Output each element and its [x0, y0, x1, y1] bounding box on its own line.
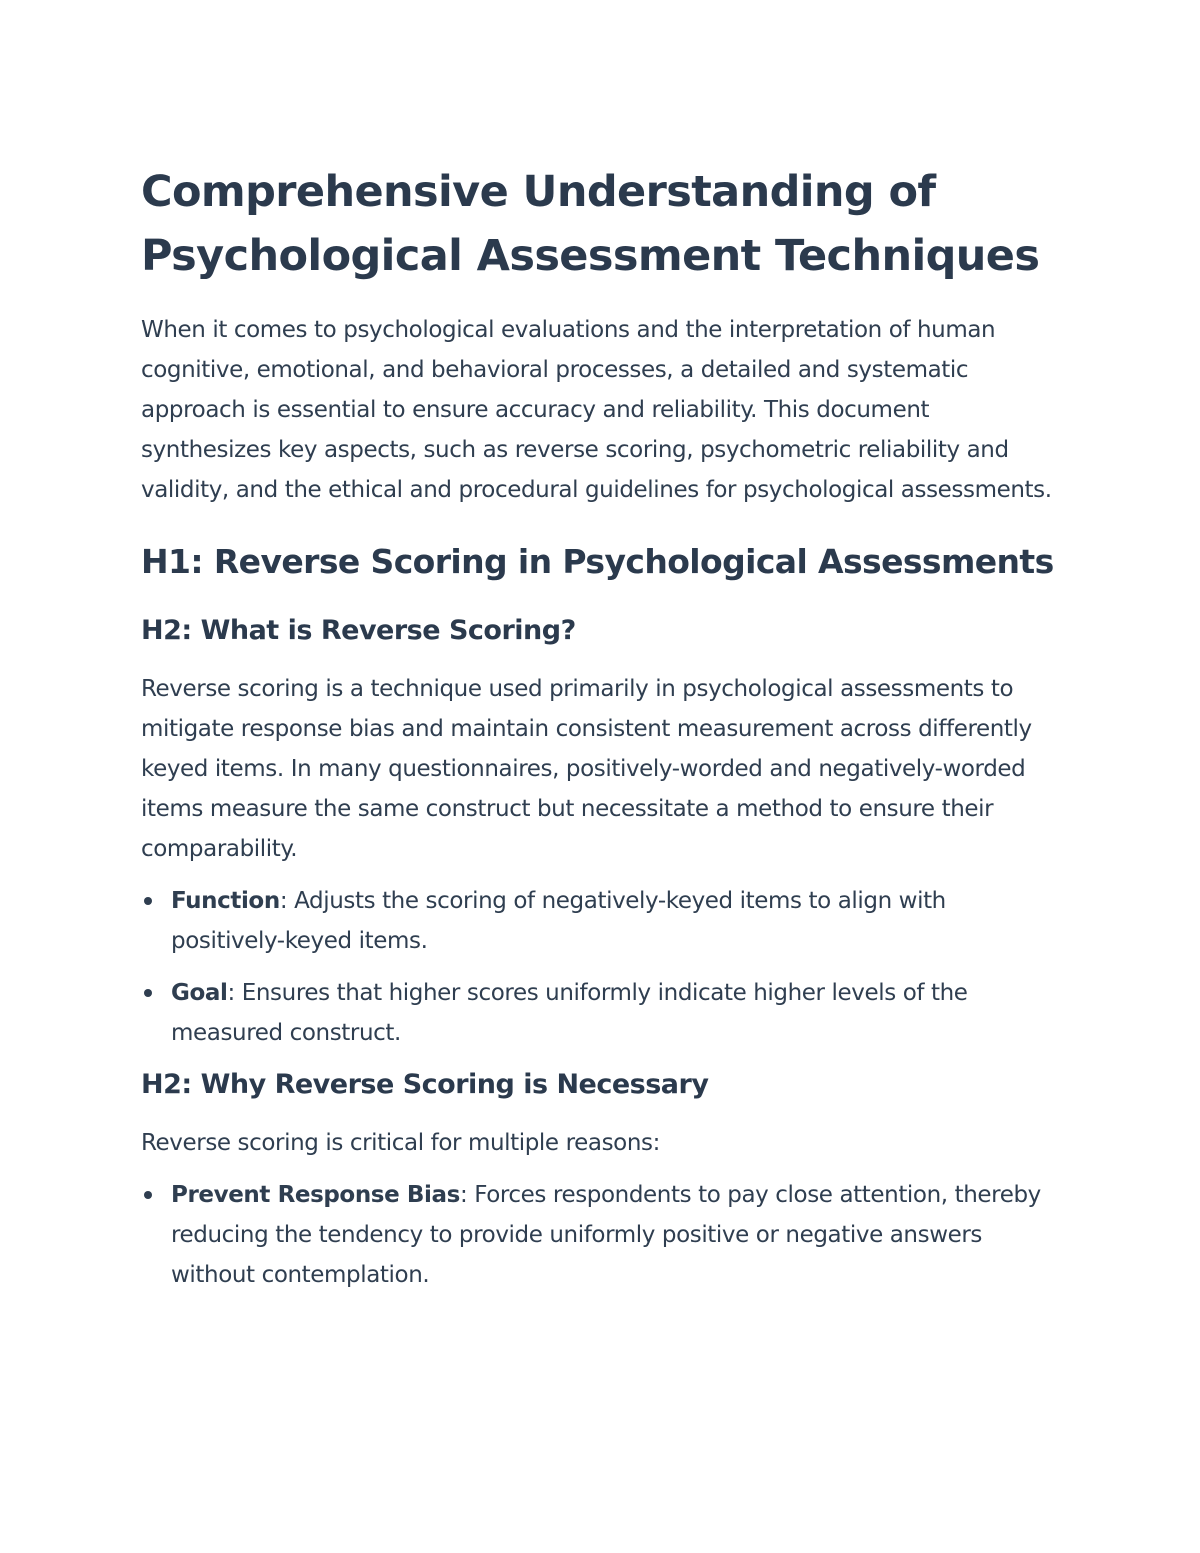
paragraph-reverse-scoring-reasons: Reverse scoring is critical for multiple reasons: — [141, 1130, 660, 1156]
bullet-term: Function — [171, 888, 280, 914]
list-item — [141, 881, 1061, 961]
bullet-text: : Forces respondents to pay close attention, thereby reducing the tendency to provide uniformly positive or negative answers without contemplation. — [171, 1182, 1041, 1288]
bullet-list-reasons — [141, 1175, 1061, 1295]
bullet-term: Goal — [171, 980, 228, 1006]
bullet-list-reverse-scoring — [141, 881, 1061, 1053]
intro-paragraph: When it comes to psychological evaluations and the interpretation of human cognitive, emotional, and behavioral processes, a detailed and systematic approach is essential to ensure accuracy and reliability. This document synthesizes key aspects, such as reverse scoring, psychometric reliability and validity, and the ethical and procedural guidelines for psychological assessments. — [141, 317, 1052, 503]
document-title: Comprehensive Understanding of Psychological Assessment Techniques — [141, 167, 1040, 281]
bullet-icon — [144, 897, 152, 905]
list-item — [141, 1175, 1061, 1295]
paragraph-reverse-scoring-definition: Reverse scoring is a technique used primarily in psychological assessments to mitigate response bias and maintain consistent measurement across differently keyed items. In many questionnaires, positively-worded and negatively-worded items measure the same construct but necessitate a method to ensure their comparability. — [141, 676, 1032, 862]
section-heading-reverse-scoring: H1: Reverse Scoring in Psychological Assessments — [141, 542, 1054, 581]
document-page — [141, 160, 1061, 1307]
subheading-what-is-reverse-scoring: H2: What is Reverse Scoring? — [141, 615, 576, 646]
bullet-text: : Ensures that higher scores uniformly indicate higher levels of the measured construct. — [171, 980, 968, 1046]
bullet-icon — [144, 1191, 152, 1199]
bullet-term: Prevent Response Bias — [171, 1182, 460, 1208]
list-item — [141, 973, 1061, 1053]
subheading-why-reverse-scoring: H2: Why Reverse Scoring is Necessary — [141, 1069, 709, 1100]
bullet-icon — [144, 989, 152, 997]
bullet-text: : Adjusts the scoring of negatively-keyed items to align with positively-keyed items. — [171, 888, 946, 954]
